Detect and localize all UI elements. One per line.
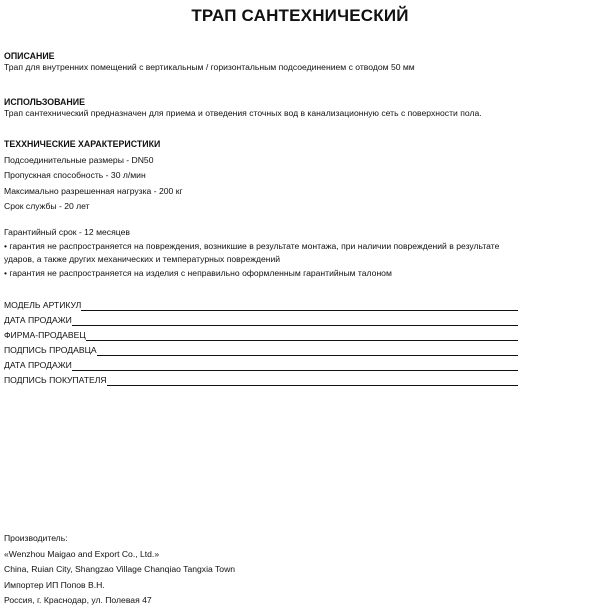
- blank-line: [81, 301, 518, 311]
- manufacturer-info: [4, 531, 235, 609]
- spec-item: Срок службы - 20 лет: [4, 201, 90, 211]
- page-title: ТРАП САНТЕХНИЧЕСКИЙ: [191, 6, 409, 25]
- manufacturer-line: Производитель:: [4, 533, 68, 543]
- specs-section: [4, 137, 596, 215]
- field-seller-signature: [4, 345, 518, 356]
- field-label: ПОДПИСЬ ПОКУПАТЕЛЯ: [4, 375, 107, 385]
- field-sale-date-2: [4, 360, 518, 371]
- description-heading: ОПИСАНИЕ: [4, 51, 55, 61]
- specs-heading: ТЕХХНИЧЕСКИЕ ХАРАКТЕРИСТИКИ: [4, 139, 161, 149]
- manufacturer-line: China, Ruian City, Shangzao Village Chanqiao Tangxia Town: [4, 564, 236, 574]
- description-section: [4, 51, 596, 73]
- spec-item: Максимально разрешенная нагрузка - 200 кг: [4, 185, 183, 196]
- warranty-section: [4, 226, 596, 280]
- blank-line: [72, 316, 518, 326]
- warranty-note: ударов, а также других механических и температурных повреждений: [4, 254, 281, 264]
- field-buyer-signature: [4, 375, 518, 386]
- manufacturer-line: «Wenzhou Maigao and Export Co., Ltd.»: [4, 548, 160, 559]
- field-label: ФИРМА-ПРОДАВЕЦ: [4, 330, 86, 340]
- field-label: ДАТА ПРОДАЖИ: [4, 360, 72, 370]
- field-label: ПОДПИСЬ ПРОДАВЦА: [4, 345, 97, 355]
- usage-text: Трап сантехнический предназначен для приема и отведения сточных вод в канализационную сеть с поверхности пола.: [4, 108, 482, 118]
- field-model-article: [4, 300, 518, 311]
- spec-item: Подсоединительные размеры - DN50: [4, 154, 154, 165]
- field-label: ДАТА ПРОДАЖИ: [4, 315, 72, 325]
- field-seller-company: [4, 330, 518, 341]
- usage-section: [4, 97, 596, 119]
- blank-line: [72, 361, 518, 371]
- warranty-note: • гарантия не распространяется на повреждения, возникшие в результате монтажа, при наличии повреждений в результате: [4, 240, 500, 251]
- blank-line: [97, 346, 518, 356]
- usage-heading: ИСПОЛЬЗОВАНИЕ: [4, 97, 85, 107]
- spec-item: Пропускная способность - 30 л/мин: [4, 170, 146, 180]
- blank-line: [107, 376, 518, 386]
- warranty-period: Гарантийный срок - 12 месяцев: [4, 227, 130, 237]
- field-sale-date: [4, 315, 518, 326]
- manufacturer-line: Импортер ИП Попов В.Н.: [4, 579, 105, 590]
- blank-line: [86, 331, 518, 341]
- warranty-note: • гарантия не распространяется на изделия с неправильно оформленным гарантийным талоном: [4, 267, 392, 278]
- description-text: Трап для внутренних помещений с вертикальным / горизонтальным подсоединением с отводом 50 мм: [4, 62, 415, 72]
- manufacturer-line: Россия, г. Краснодар, ул. Полевая 47: [4, 595, 152, 605]
- field-label: МОДЕЛЬ АРТИКУЛ: [4, 300, 82, 310]
